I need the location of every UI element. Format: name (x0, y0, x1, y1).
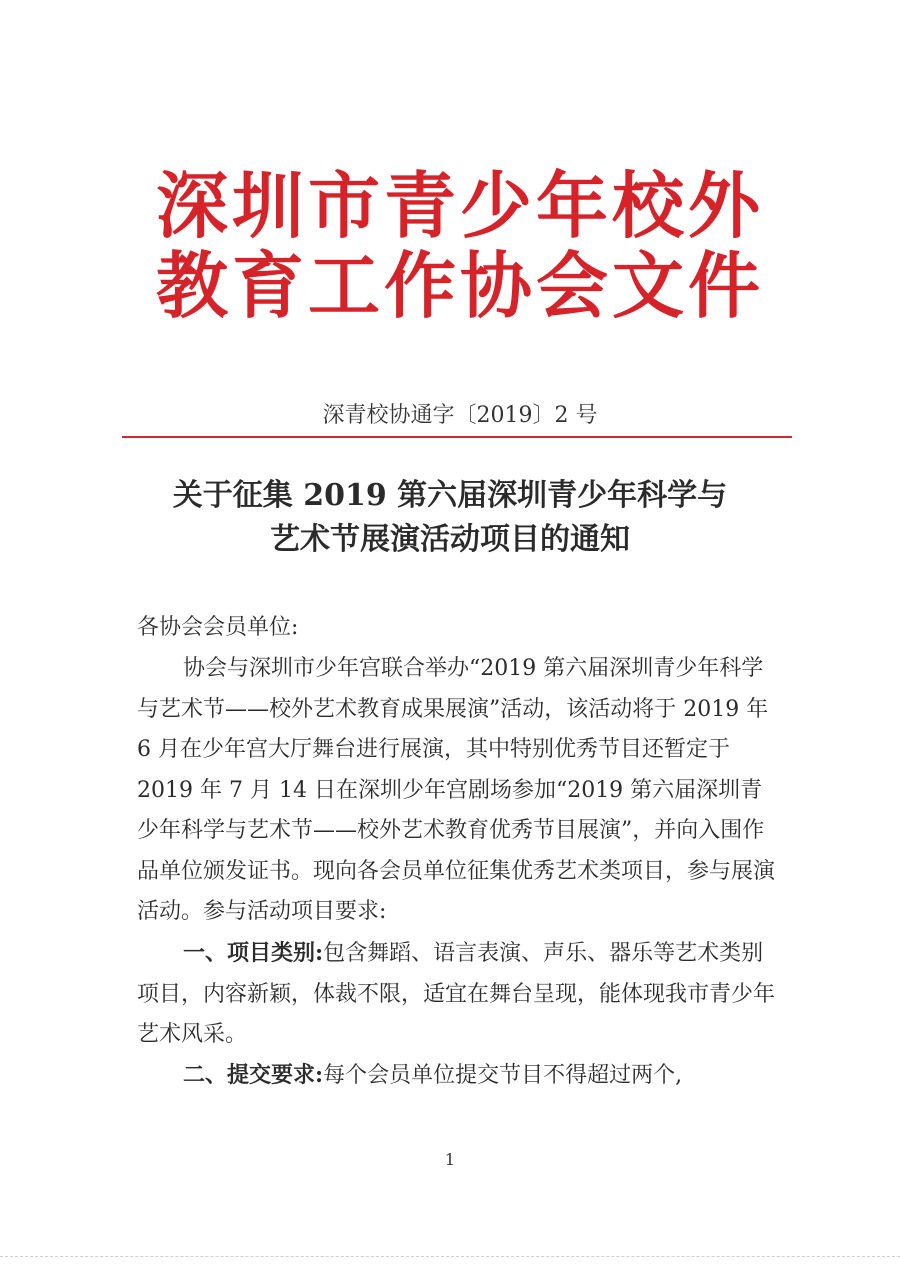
document-number: 深青校协通字〔2019〕2 号 (322, 403, 598, 428)
item-1-text: 包含舞蹈、语言表演、声乐、器乐等艺术类别项目，内容新颖，体裁不限，适宜在舞台呈现，能体现我市青少年艺术风采。 (137, 941, 776, 1047)
notice-title-line-2: 艺术节展演活动项目的通知 (270, 522, 630, 557)
requirement-item-1 (137, 933, 777, 1056)
intro-text: 协会与深圳市少年宫联合举办“2019 第六届深圳青少年科学与艺术节——校外艺术教育成果展演”活动，该活动将于 2019 年 6 月在少年宫大厅舞台进行展演，其中特别优秀节目还暂定于 2019 年 7 月 14 日在深圳少年宫剧场参加“2019 第六届深圳青少年科学与艺术节——校外艺术教育优秀节目展演”，并向入围作品单位颁发证书。现向各会员单位征集优秀艺术类项目，参与展演活动。参与活动项目要求: (137, 656, 776, 924)
masthead-line-1: 深圳市青少年校外 (155, 164, 764, 248)
scan-edge-line (0, 1256, 900, 1257)
requirement-item-2 (137, 1055, 777, 1097)
salutation: 各协会会员单位: (137, 615, 299, 640)
notice-title-line-1: 关于征集 2019 第六届深圳青少年科学与 (172, 478, 728, 513)
red-divider-line (122, 436, 792, 438)
item-2-heading: 二、提交要求: (183, 1062, 324, 1088)
masthead-line-2: 教育工作协会文件 (155, 244, 764, 328)
page-number: 1 (444, 1150, 456, 1169)
body-paragraph-intro (137, 649, 777, 933)
item-2-text: 每个会员单位提交节目不得超过两个, (323, 1063, 683, 1088)
item-1-heading: 一、项目类别: (183, 940, 324, 966)
